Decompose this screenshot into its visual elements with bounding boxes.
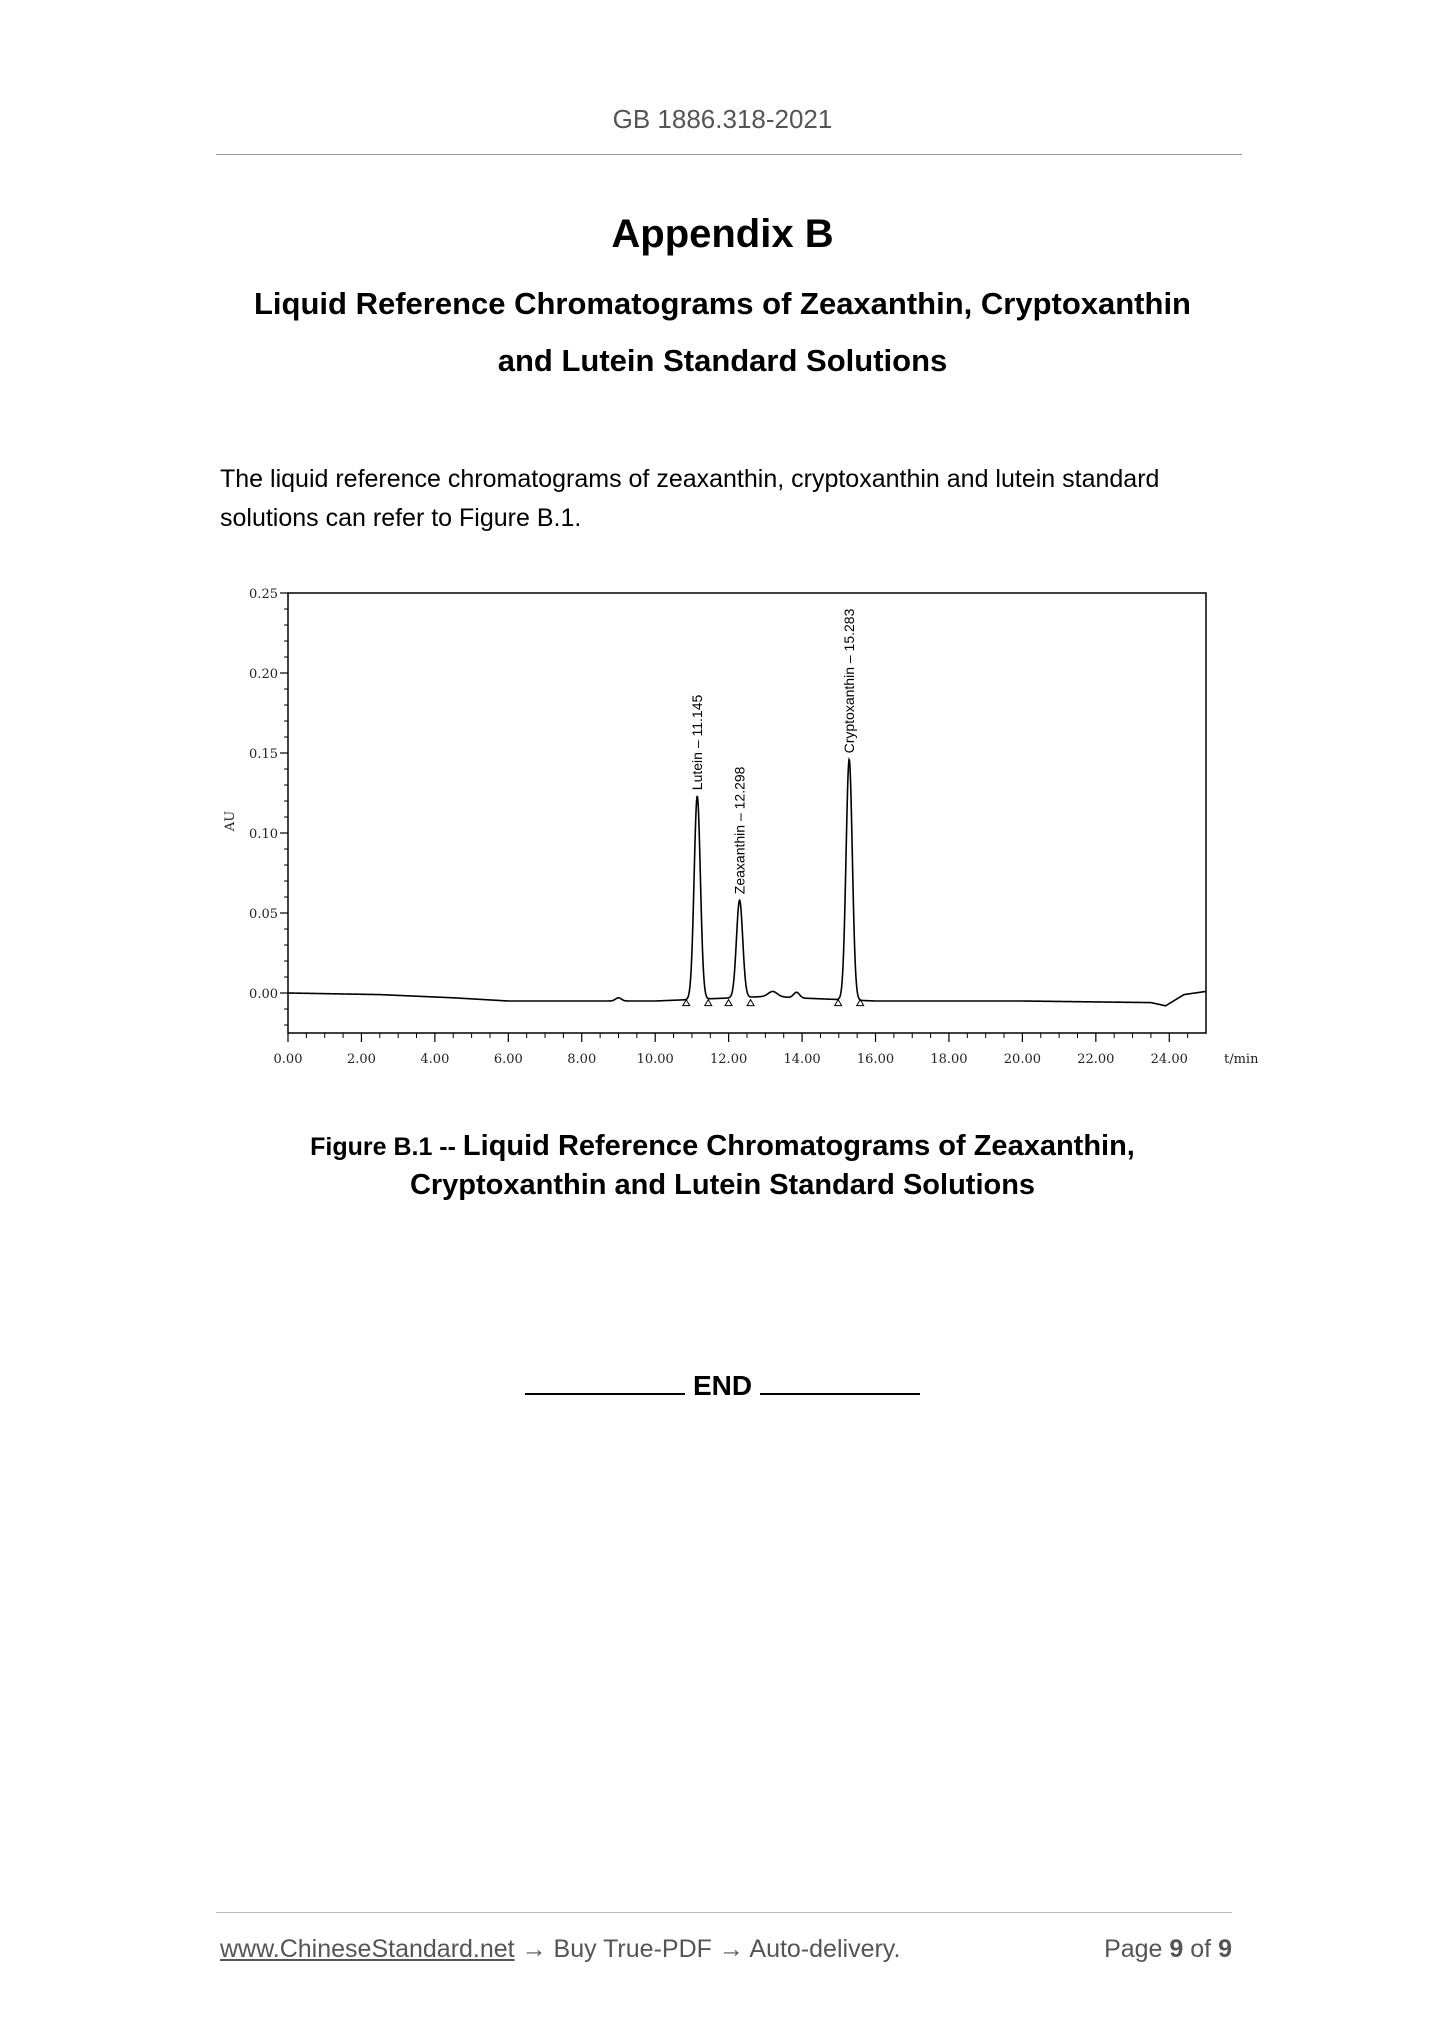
figure-caption-line2: Cryptoxanthin and Lutein Standard Solutions (409, 1169, 1036, 1201)
paragraph-line1: The liquid reference chromatograms of zeaxanthin, cryptoxanthin and lutein standard (220, 465, 1160, 493)
document-code: GB 1886.318-2021 (612, 104, 833, 134)
x-tick-label: 8.00 (567, 1052, 597, 1067)
appendix-subtitle-line1: Liquid Reference Chromatograms of Zeaxanthin, Cryptoxanthin (253, 286, 1191, 321)
page-of: of (1190, 1935, 1212, 1963)
peak-label: Zeaxanthin – 12.298 (731, 766, 748, 895)
end-rule-right (760, 1367, 920, 1395)
end-marker (0, 1367, 1445, 1402)
x-tick-label: 24.00 (1150, 1052, 1188, 1067)
peak-annotations (683, 608, 864, 1005)
x-tick-label: 4.00 (420, 1052, 450, 1067)
x-tick-label: 16.00 (856, 1052, 895, 1067)
y-tick-label: 0.15 (249, 747, 278, 762)
x-tick-label: 20.00 (1003, 1052, 1042, 1067)
y-tick-label: 0.25 (249, 587, 278, 602)
footer-promo (220, 1935, 900, 1964)
page-label: Page (1104, 1935, 1163, 1963)
y-tick-label: 0.20 (249, 667, 278, 682)
figure-caption-prefix: Figure B.1 -- (310, 1133, 463, 1161)
chromatogram-figure (220, 575, 1259, 1095)
appendix-subtitle-line2: and Lutein Standard Solutions (497, 343, 948, 378)
peak-label: Cryptoxanthin – 15.283 (841, 608, 858, 754)
x-tick-label: 22.00 (1077, 1052, 1115, 1067)
peak-boundary-marker (835, 1000, 842, 1006)
x-tick-label: 10.00 (636, 1052, 674, 1067)
x-axis-label: t/min (1224, 1052, 1259, 1067)
x-tick-label: 14.00 (783, 1052, 821, 1067)
peak-boundary-marker (705, 1000, 712, 1006)
footer-website-link[interactable]: www.ChineseStandard.net (220, 1935, 515, 1963)
footer-divider (216, 1912, 1232, 1913)
end-text: END (692, 1370, 753, 1401)
y-axis-label: AU (223, 810, 238, 832)
figure-caption-line1 (0, 1130, 1445, 1163)
page-indicator (1104, 1935, 1232, 1964)
footer-tagline: → Buy True-PDF → Auto-delivery. (514, 1935, 901, 1963)
x-tick-label: 2.00 (346, 1052, 376, 1067)
x-tick-label: 18.00 (930, 1052, 968, 1067)
end-rule-left (525, 1367, 685, 1395)
page-current: 9 (1169, 1935, 1184, 1963)
y-tick-label: 0.05 (249, 907, 278, 922)
y-axis (249, 587, 288, 1025)
x-axis (274, 1033, 1188, 1067)
x-tick-label: 12.00 (710, 1052, 748, 1067)
appendix-title: Appendix B (611, 212, 834, 256)
y-tick-label: 0.00 (249, 987, 278, 1002)
x-tick-label: 6.00 (493, 1052, 523, 1067)
body-paragraph (220, 460, 1250, 538)
peak-boundary-marker (725, 1000, 732, 1006)
peak-label: Lutein – 11.145 (689, 694, 706, 791)
page-total: 9 (1218, 1935, 1232, 1963)
peak-boundary-marker (747, 1000, 754, 1006)
header-divider (216, 154, 1242, 155)
chromatogram-chart (220, 575, 1259, 1095)
figure-caption-text1: Liquid Reference Chromatograms of Zeaxanthin, (462, 1130, 1135, 1162)
paragraph-line2: solutions can refer to Figure B.1. (220, 504, 582, 532)
x-tick-label: 0.00 (273, 1052, 303, 1067)
y-tick-label: 0.10 (249, 827, 278, 842)
